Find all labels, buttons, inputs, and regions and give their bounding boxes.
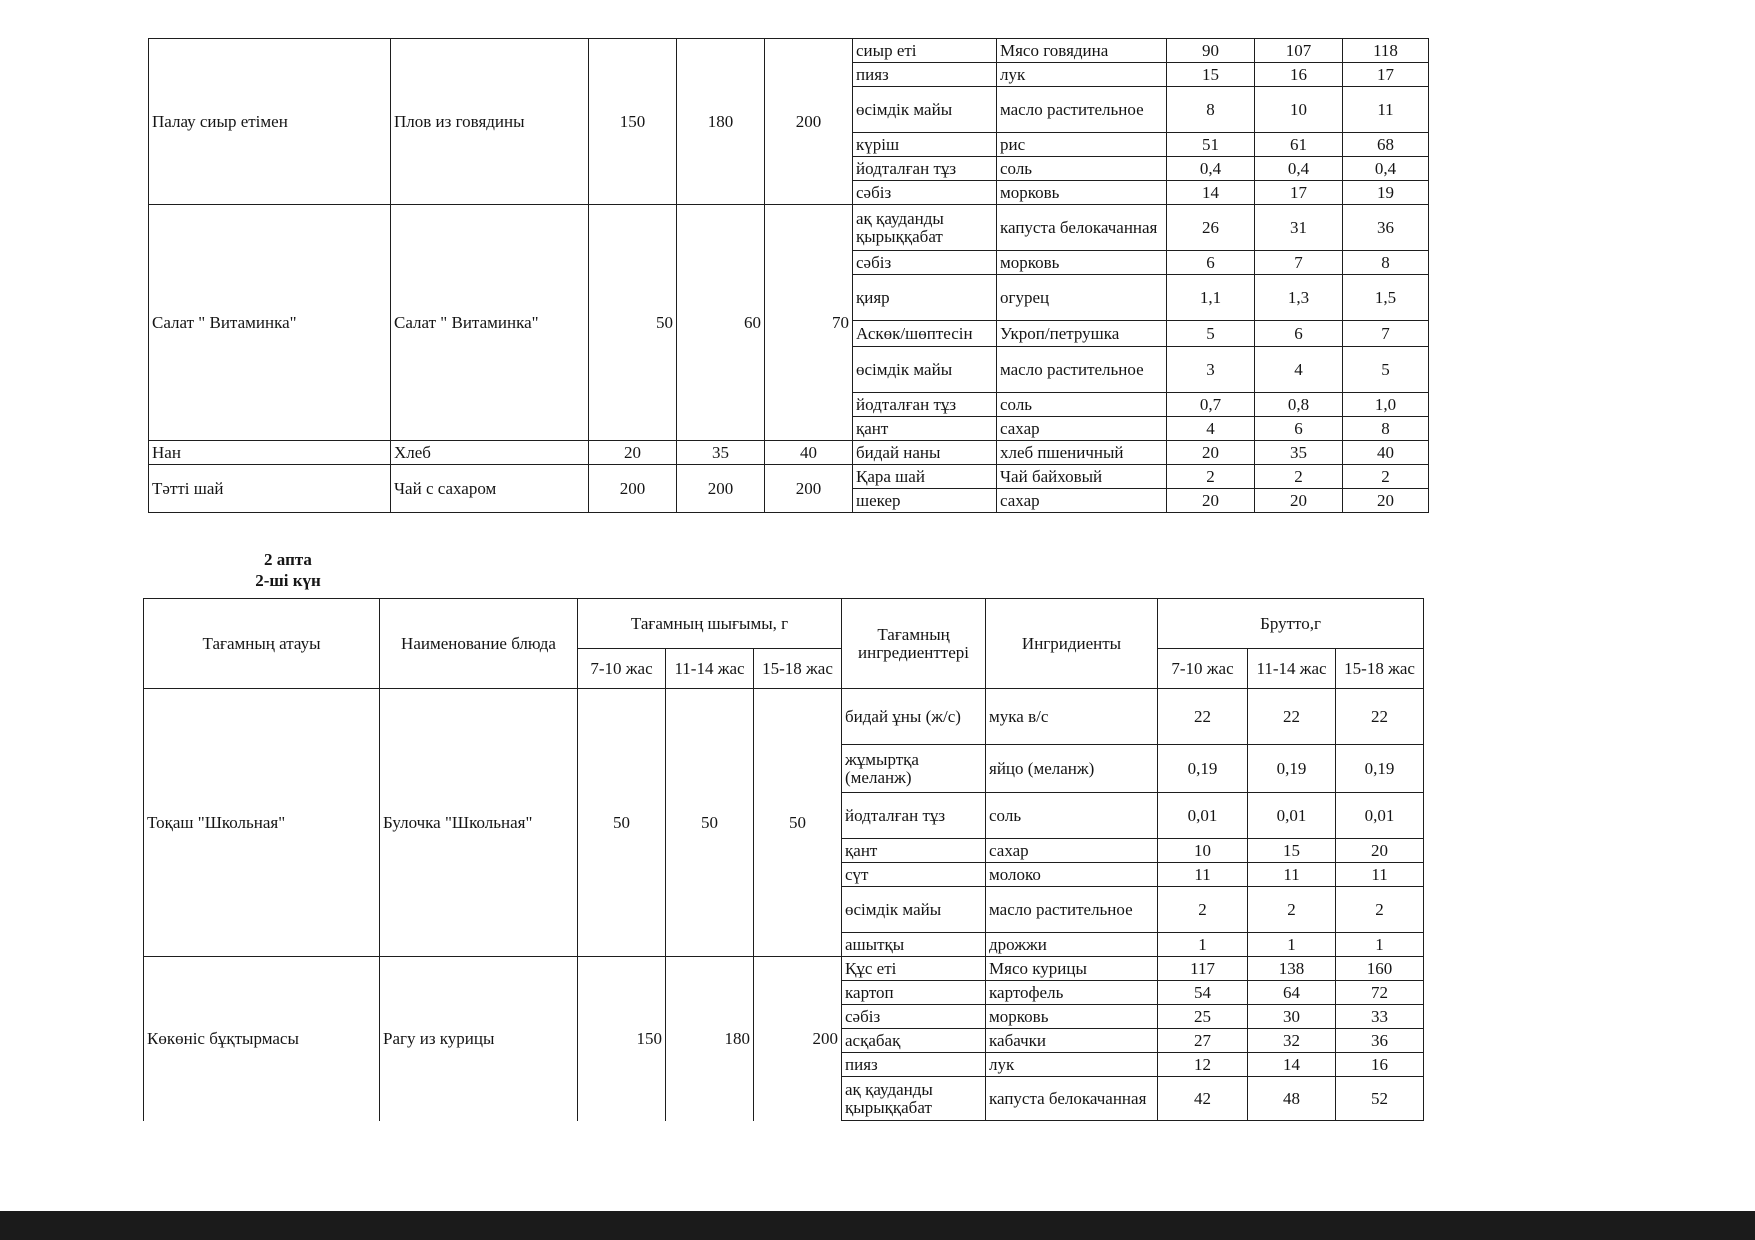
- brutto-11-14: 138: [1248, 957, 1336, 981]
- ingredient-ru: картофель: [986, 981, 1158, 1005]
- header-ingredients-kz: Тағамның ингредиенттері: [842, 599, 986, 689]
- brutto-15-18: 20: [1343, 489, 1429, 513]
- ingredient-ru: морковь: [997, 181, 1167, 205]
- menu-table-day1: [148, 38, 1429, 513]
- brutto-7-10: 14: [1167, 181, 1255, 205]
- brutto-11-14: 4: [1255, 347, 1343, 393]
- brutto-11-14: 48: [1248, 1077, 1336, 1121]
- table-row: [144, 957, 1424, 981]
- yield-7-10: 20: [589, 441, 677, 465]
- ingredient-ru: Мясо курицы: [986, 957, 1158, 981]
- ingredient-kz: күріш: [853, 133, 997, 157]
- ingredient-kz: ақ қауданды қырыққабат: [842, 1077, 986, 1121]
- header-yield: Тағамның шығымы, г: [578, 599, 842, 649]
- header-age-11-14: 11-14 жас: [666, 649, 754, 689]
- ingredient-ru: огурец: [997, 275, 1167, 321]
- brutto-11-14: 35: [1255, 441, 1343, 465]
- scanner-bottom-edge: [0, 1211, 1755, 1240]
- ingredient-ru: сахар: [986, 839, 1158, 863]
- brutto-11-14: 0,19: [1248, 745, 1336, 793]
- brutto-7-10: 20: [1167, 489, 1255, 513]
- ingredient-kz: жұмыртқа (меланж): [842, 745, 986, 793]
- header-brutto: Брутто,г: [1158, 599, 1424, 649]
- brutto-15-18: 1,5: [1343, 275, 1429, 321]
- ingredient-ru: мука в/с: [986, 689, 1158, 745]
- brutto-11-14: 1,3: [1255, 275, 1343, 321]
- brutto-7-10: 42: [1158, 1077, 1248, 1121]
- brutto-11-14: 64: [1248, 981, 1336, 1005]
- ingredient-kz: картоп: [842, 981, 986, 1005]
- ingredient-kz: асқабақ: [842, 1029, 986, 1053]
- ingredient-ru: соль: [986, 793, 1158, 839]
- brutto-7-10: 4: [1167, 417, 1255, 441]
- brutto-7-10: 117: [1158, 957, 1248, 981]
- brutto-7-10: 90: [1167, 39, 1255, 63]
- ingredient-kz: пияз: [853, 63, 997, 87]
- ingredient-ru: Укроп/петрушка: [997, 321, 1167, 347]
- ingredient-kz: сәбіз: [853, 251, 997, 275]
- yield-7-10: 150: [578, 957, 666, 1121]
- brutto-7-10: 2: [1167, 465, 1255, 489]
- brutto-15-18: 118: [1343, 39, 1429, 63]
- week-label: 2 апта: [264, 550, 312, 569]
- brutto-11-14: 2: [1248, 887, 1336, 933]
- yield-11-14: 60: [677, 205, 765, 441]
- brutto-15-18: 0,01: [1336, 793, 1424, 839]
- brutto-7-10: 26: [1167, 205, 1255, 251]
- dish-name-kz: Көкөніс бұқтырмасы: [144, 957, 380, 1121]
- brutto-11-14: 14: [1248, 1053, 1336, 1077]
- ingredient-ru: масло растительное: [997, 347, 1167, 393]
- brutto-15-18: 22: [1336, 689, 1424, 745]
- ingredient-kz: йодталған тұз: [853, 157, 997, 181]
- header-age-7-10: 7-10 жас: [578, 649, 666, 689]
- dish-name-ru: Чай с сахаром: [391, 465, 589, 513]
- brutto-15-18: 40: [1343, 441, 1429, 465]
- header-brutto-age-15-18: 15-18 жас: [1336, 649, 1424, 689]
- brutto-7-10: 1: [1158, 933, 1248, 957]
- header-brutto-age-11-14: 11-14 жас: [1248, 649, 1336, 689]
- ingredient-kz: шекер: [853, 489, 997, 513]
- yield-11-14: 200: [677, 465, 765, 513]
- yield-15-18: 40: [765, 441, 853, 465]
- brutto-15-18: 0,19: [1336, 745, 1424, 793]
- table-row: [149, 205, 1429, 251]
- ingredient-ru: соль: [997, 393, 1167, 417]
- ingredient-kz: пияз: [842, 1053, 986, 1077]
- brutto-15-18: 72: [1336, 981, 1424, 1005]
- brutto-7-10: 6: [1167, 251, 1255, 275]
- brutto-11-14: 61: [1255, 133, 1343, 157]
- dish-name-kz: Нан: [149, 441, 391, 465]
- brutto-11-14: 6: [1255, 321, 1343, 347]
- brutto-7-10: 0,4: [1167, 157, 1255, 181]
- yield-15-18: 200: [765, 465, 853, 513]
- brutto-15-18: 0,4: [1343, 157, 1429, 181]
- brutto-15-18: 20: [1336, 839, 1424, 863]
- brutto-15-18: 1: [1336, 933, 1424, 957]
- ingredient-kz: ашытқы: [842, 933, 986, 957]
- brutto-15-18: 5: [1343, 347, 1429, 393]
- brutto-11-14: 17: [1255, 181, 1343, 205]
- brutto-11-14: 15: [1248, 839, 1336, 863]
- ingredient-ru: лук: [986, 1053, 1158, 1077]
- brutto-11-14: 1: [1248, 933, 1336, 957]
- header-brutto-age-7-10: 7-10 жас: [1158, 649, 1248, 689]
- dish-name-ru: Плов из говядины: [391, 39, 589, 205]
- brutto-15-18: 68: [1343, 133, 1429, 157]
- day-label: 2-ші күн: [255, 571, 321, 591]
- brutto-15-18: 11: [1336, 863, 1424, 887]
- ingredient-kz: Қара шай: [853, 465, 997, 489]
- ingredient-ru: соль: [997, 157, 1167, 181]
- brutto-7-10: 5: [1167, 321, 1255, 347]
- brutto-7-10: 0,7: [1167, 393, 1255, 417]
- brutto-15-18: 2: [1336, 887, 1424, 933]
- yield-7-10: 50: [578, 689, 666, 957]
- ingredient-ru: морковь: [986, 1005, 1158, 1029]
- ingredient-kz: қант: [853, 417, 997, 441]
- ingredient-ru: капуста белокачанная: [986, 1077, 1158, 1121]
- table-row: [149, 465, 1429, 489]
- header-age-15-18: 15-18 жас: [754, 649, 842, 689]
- brutto-7-10: 2: [1158, 887, 1248, 933]
- dish-name-ru: Хлеб: [391, 441, 589, 465]
- yield-15-18: 200: [754, 957, 842, 1121]
- ingredient-ru: хлеб пшеничный: [997, 441, 1167, 465]
- brutto-15-18: 36: [1343, 205, 1429, 251]
- brutto-7-10: 22: [1158, 689, 1248, 745]
- brutto-15-18: 17: [1343, 63, 1429, 87]
- yield-11-14: 180: [677, 39, 765, 205]
- ingredient-kz: өсімдік майы: [842, 887, 986, 933]
- menu-table-day2: [143, 598, 1424, 1121]
- brutto-11-14: 10: [1255, 87, 1343, 133]
- ingredient-kz: сиыр еті: [853, 39, 997, 63]
- yield-15-18: 200: [765, 39, 853, 205]
- table-row: [144, 689, 1424, 745]
- brutto-11-14: 20: [1255, 489, 1343, 513]
- table-row: [149, 39, 1429, 63]
- brutto-11-14: 22: [1248, 689, 1336, 745]
- ingredient-kz: сәбіз: [853, 181, 997, 205]
- brutto-11-14: 30: [1248, 1005, 1336, 1029]
- yield-11-14: 180: [666, 957, 754, 1121]
- ingredient-kz: сәбіз: [842, 1005, 986, 1029]
- ingredient-kz: бидай наны: [853, 441, 997, 465]
- brutto-7-10: 25: [1158, 1005, 1248, 1029]
- brutto-11-14: 32: [1248, 1029, 1336, 1053]
- dish-name-kz: Тәтті шай: [149, 465, 391, 513]
- brutto-7-10: 8: [1167, 87, 1255, 133]
- brutto-7-10: 3: [1167, 347, 1255, 393]
- ingredient-ru: сахар: [997, 489, 1167, 513]
- dish-name-ru: Булочка "Школьная": [380, 689, 578, 957]
- ingredient-kz: ақ қауданды қырыққабат: [853, 205, 997, 251]
- ingredient-kz: йодталған тұз: [853, 393, 997, 417]
- brutto-7-10: 27: [1158, 1029, 1248, 1053]
- ingredient-ru: Мясо говядина: [997, 39, 1167, 63]
- brutto-7-10: 15: [1167, 63, 1255, 87]
- ingredient-kz: Аскөк/шөптесін: [853, 321, 997, 347]
- week-day-heading: [228, 549, 348, 592]
- brutto-15-18: 8: [1343, 417, 1429, 441]
- yield-7-10: 50: [589, 205, 677, 441]
- brutto-15-18: 11: [1343, 87, 1429, 133]
- ingredient-kz: өсімдік майы: [853, 87, 997, 133]
- ingredient-kz: қияр: [853, 275, 997, 321]
- yield-15-18: 70: [765, 205, 853, 441]
- brutto-15-18: 7: [1343, 321, 1429, 347]
- brutto-11-14: 31: [1255, 205, 1343, 251]
- brutto-7-10: 10: [1158, 839, 1248, 863]
- ingredient-ru: дрожжи: [986, 933, 1158, 957]
- brutto-11-14: 11: [1248, 863, 1336, 887]
- brutto-7-10: 0,19: [1158, 745, 1248, 793]
- brutto-11-14: 0,8: [1255, 393, 1343, 417]
- yield-11-14: 50: [666, 689, 754, 957]
- brutto-15-18: 33: [1336, 1005, 1424, 1029]
- brutto-11-14: 7: [1255, 251, 1343, 275]
- brutto-15-18: 36: [1336, 1029, 1424, 1053]
- brutto-11-14: 2: [1255, 465, 1343, 489]
- ingredient-kz: сүт: [842, 863, 986, 887]
- brutto-7-10: 12: [1158, 1053, 1248, 1077]
- brutto-15-18: 1,0: [1343, 393, 1429, 417]
- ingredient-ru: лук: [997, 63, 1167, 87]
- brutto-15-18: 52: [1336, 1077, 1424, 1121]
- yield-7-10: 150: [589, 39, 677, 205]
- brutto-7-10: 11: [1158, 863, 1248, 887]
- table-row: [149, 441, 1429, 465]
- ingredient-ru: сахар: [997, 417, 1167, 441]
- brutto-15-18: 16: [1336, 1053, 1424, 1077]
- ingredient-kz: йодталған тұз: [842, 793, 986, 839]
- ingredient-kz: қант: [842, 839, 986, 863]
- brutto-11-14: 107: [1255, 39, 1343, 63]
- brutto-11-14: 6: [1255, 417, 1343, 441]
- brutto-15-18: 2: [1343, 465, 1429, 489]
- brutto-11-14: 0,01: [1248, 793, 1336, 839]
- header-dish-ru: Наименование блюда: [380, 599, 578, 689]
- yield-7-10: 200: [589, 465, 677, 513]
- ingredient-ru: рис: [997, 133, 1167, 157]
- yield-11-14: 35: [677, 441, 765, 465]
- brutto-7-10: 1,1: [1167, 275, 1255, 321]
- brutto-15-18: 19: [1343, 181, 1429, 205]
- brutto-15-18: 160: [1336, 957, 1424, 981]
- ingredient-kz: Құс еті: [842, 957, 986, 981]
- ingredient-kz: бидай ұны (ж/с): [842, 689, 986, 745]
- yield-15-18: 50: [754, 689, 842, 957]
- brutto-11-14: 16: [1255, 63, 1343, 87]
- ingredient-ru: молоко: [986, 863, 1158, 887]
- brutto-11-14: 0,4: [1255, 157, 1343, 181]
- dish-name-kz: Тоқаш "Школьная": [144, 689, 380, 957]
- ingredient-ru: морковь: [997, 251, 1167, 275]
- dish-name-kz: Палау сиыр етімен: [149, 39, 391, 205]
- header-ingredients-ru: Ингридиенты: [986, 599, 1158, 689]
- ingredient-ru: яйцо (меланж): [986, 745, 1158, 793]
- ingredient-ru: капуста белокачанная: [997, 205, 1167, 251]
- ingredient-ru: масло растительное: [986, 887, 1158, 933]
- ingredient-ru: Чай байховый: [997, 465, 1167, 489]
- ingredient-kz: өсімдік майы: [853, 347, 997, 393]
- brutto-15-18: 8: [1343, 251, 1429, 275]
- brutto-7-10: 51: [1167, 133, 1255, 157]
- ingredient-ru: масло растительное: [997, 87, 1167, 133]
- dish-name-kz: Салат " Витаминка": [149, 205, 391, 441]
- brutto-7-10: 0,01: [1158, 793, 1248, 839]
- table-header-row: [144, 599, 1424, 649]
- brutto-7-10: 54: [1158, 981, 1248, 1005]
- ingredient-ru: кабачки: [986, 1029, 1158, 1053]
- dish-name-ru: Рагу из курицы: [380, 957, 578, 1121]
- dish-name-ru: Салат " Витаминка": [391, 205, 589, 441]
- header-dish-kz: Тағамның атауы: [144, 599, 380, 689]
- brutto-7-10: 20: [1167, 441, 1255, 465]
